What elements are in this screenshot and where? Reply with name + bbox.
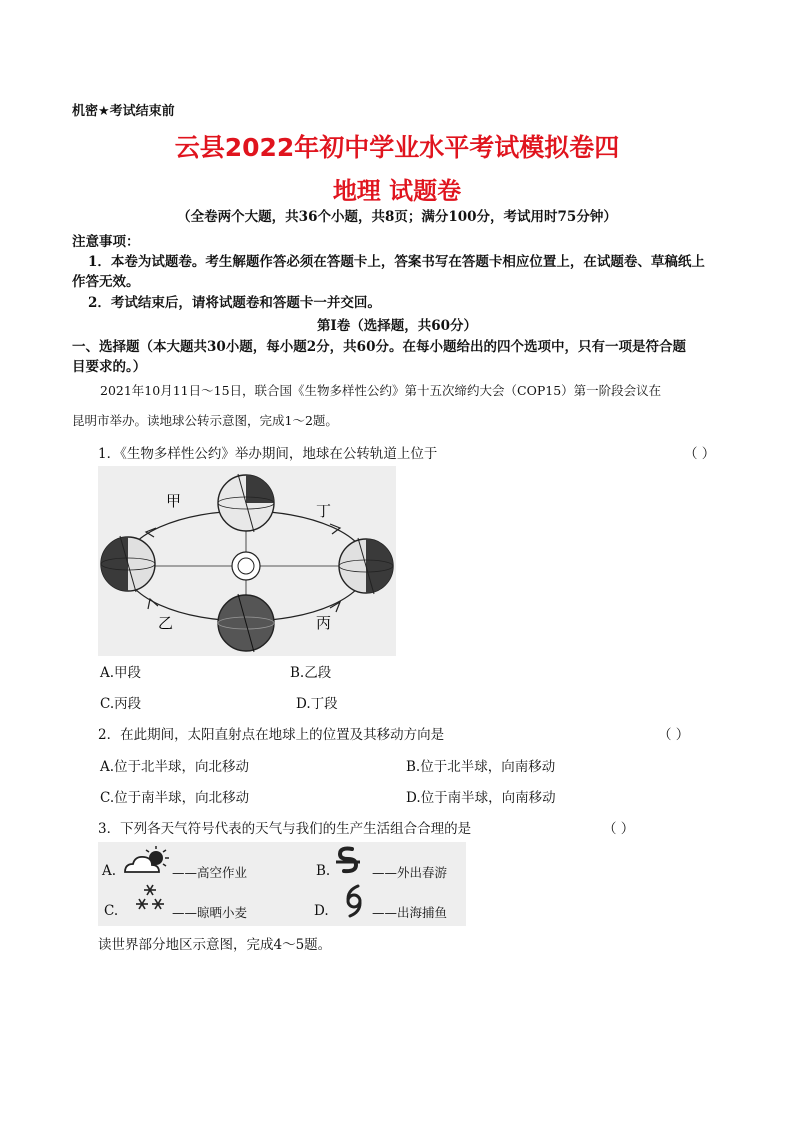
q1-option-a[interactable]: A.甲段 bbox=[100, 665, 142, 681]
q2-option-a[interactable]: A.位于北半球，向北移动 bbox=[100, 759, 250, 775]
q3-option-b-letter[interactable]: B. bbox=[316, 863, 331, 879]
q3-answer-paren: （ ） bbox=[603, 821, 635, 837]
q3-option-c-text: ——晾晒小麦 bbox=[172, 905, 248, 920]
q2-answer-paren: （ ） bbox=[658, 727, 690, 743]
q2-stem: 2．在此期间，太阳直射点在地球上的位置及其移动方向是 bbox=[98, 727, 445, 743]
q3-option-b-text: ——外出春游 bbox=[372, 865, 448, 880]
earth-top-icon bbox=[218, 474, 274, 532]
note-item-2: 2．考试结束后，请将试题卷和答题卡一并交回。 bbox=[88, 295, 381, 311]
exam-title: 云县2022年初中学业水平考试模拟卷四 bbox=[174, 133, 620, 162]
q3-option-c-letter[interactable]: C. bbox=[104, 903, 119, 919]
q1-option-d[interactable]: D.丁段 bbox=[296, 696, 338, 712]
sandstorm-icon bbox=[334, 845, 362, 879]
segment-label-ding: 丁 bbox=[316, 502, 332, 520]
intro-line-1: 2021年10月11日～15日，联合国《生物多样性公约》第十五次缔约大会（COP15）第一阶段会议在 bbox=[100, 383, 662, 398]
secret-mark: 机密★考试结束前 bbox=[72, 104, 175, 119]
earth-bottom-icon bbox=[218, 594, 274, 652]
q3-option-d-letter[interactable]: D. bbox=[314, 903, 329, 919]
note-item-1-line-1: 1．本卷为试题卷。考生解题作答必须在答题卡上，答案书写在答题卡相应位置上，在试题卷、草稿纸上 bbox=[88, 254, 705, 270]
earth-right-icon bbox=[339, 538, 393, 594]
q1-answer-paren: （ ） bbox=[684, 446, 716, 462]
part1-heading: 第Ⅰ卷（选择题，共60分） bbox=[316, 318, 478, 334]
section-heading-line-1: 一、选择题（本大题共30小题，每小题2分，共60分。在每小题给出的四个选项中，只有一项是符合题 bbox=[72, 339, 686, 355]
q3-option-a-letter[interactable]: A. bbox=[102, 863, 117, 879]
q3-option-d-text: ——出海捕鱼 bbox=[372, 905, 448, 920]
sun-icon bbox=[232, 552, 260, 580]
earth-orbit-diagram bbox=[98, 466, 396, 656]
segment-label-jia: 甲 bbox=[166, 492, 182, 510]
note-item-1-line-2: 作答无效。 bbox=[72, 274, 140, 290]
q2-option-b[interactable]: B.位于北半球，向南移动 bbox=[406, 759, 556, 775]
next-questions-intro: 读世界部分地区示意图，完成4～5题。 bbox=[98, 937, 332, 953]
q2-option-c[interactable]: C.位于南半球，向北移动 bbox=[100, 790, 250, 806]
q3-stem: 3．下列各天气符号代表的天气与我们的生产生活组合合理的是 bbox=[98, 821, 472, 837]
segment-label-bing: 丙 bbox=[316, 614, 332, 632]
section-heading-line-2: 目要求的。） bbox=[72, 359, 147, 375]
snow-icon bbox=[134, 882, 166, 914]
q2-option-d[interactable]: D.位于南半球，向南移动 bbox=[406, 790, 556, 806]
q1-option-b[interactable]: B.乙段 bbox=[290, 665, 332, 681]
segment-label-yi: 乙 bbox=[158, 614, 174, 632]
q1-option-c[interactable]: C.丙段 bbox=[100, 696, 142, 712]
earth-left-icon bbox=[101, 536, 155, 592]
q1-stem: 1．《生物多样性公约》举办期间，地球在公转轨道上位于 bbox=[98, 446, 438, 462]
exam-meta: （全卷两个大题，共36个小题，共8页；满分100分，考试用时75分钟） bbox=[177, 209, 617, 225]
exam-subtitle: 地理 试题卷 bbox=[332, 177, 462, 205]
q3-option-a-text: ——高空作业 bbox=[172, 865, 248, 880]
typhoon-icon bbox=[342, 884, 366, 918]
partly-cloudy-icon bbox=[122, 846, 170, 876]
intro-line-2: 昆明市举办。读地球公转示意图，完成1～2题。 bbox=[72, 413, 338, 428]
notes-heading: 注意事项： bbox=[72, 234, 140, 250]
